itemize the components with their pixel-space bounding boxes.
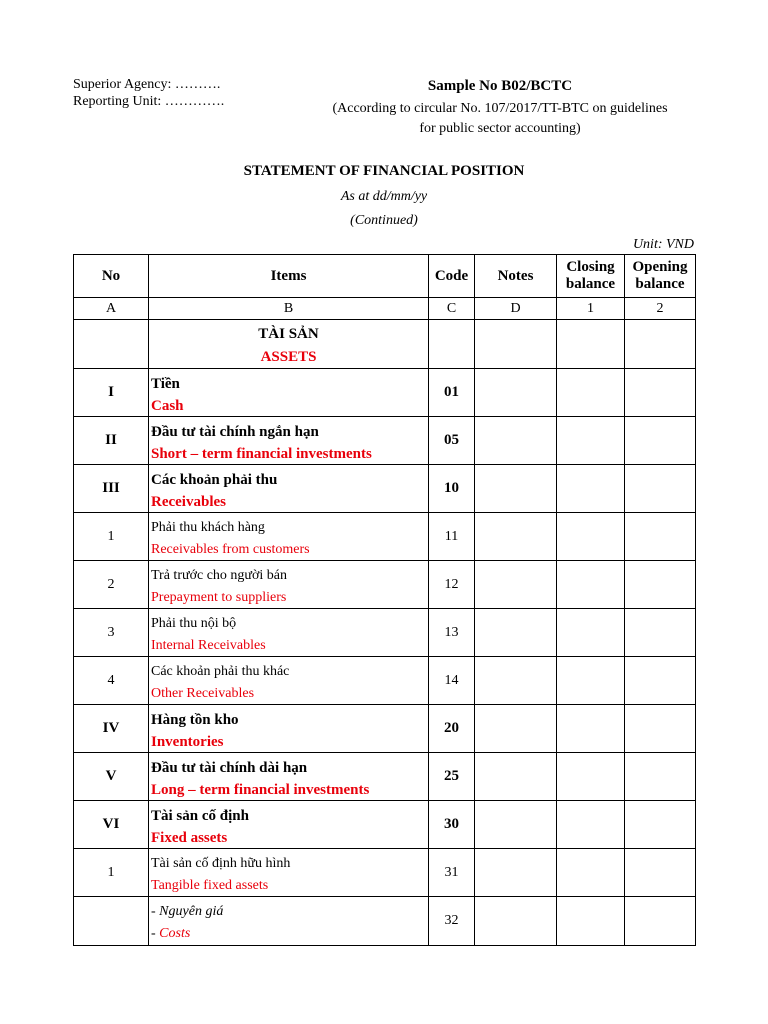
item-name-vn: Tài sản cố định hữu hình: [151, 856, 291, 871]
opening-balance-cell: [625, 513, 696, 561]
item-name-vn: Phải thu khách hàng: [151, 520, 265, 535]
circular-line-1: (According to circular No. 107/2017/TT-BTC on guidelines: [332, 101, 668, 116]
section-title: [149, 320, 429, 369]
table-row: [74, 657, 696, 705]
row-code: 20: [429, 705, 475, 753]
row-number: 1: [74, 849, 149, 897]
row-item: [149, 609, 429, 657]
notes-cell: [475, 609, 557, 657]
letter-2: 2: [625, 298, 696, 320]
closing-balance-cell: [557, 465, 625, 513]
row-code: 31: [429, 849, 475, 897]
table-row: [74, 465, 696, 513]
item-name-en: Short – term financial investments: [151, 446, 372, 462]
row-number: VI: [74, 801, 149, 849]
item-name-vn: Phải thu nội bộ: [151, 616, 237, 631]
table-row: [74, 369, 696, 417]
col-header-no: No: [74, 255, 149, 298]
table-header-row: [74, 255, 696, 298]
letter-1: 1: [557, 298, 625, 320]
item-text-vn: Nguyên giá: [159, 904, 224, 919]
row-item: [149, 657, 429, 705]
row-item: [149, 705, 429, 753]
page-title: STATEMENT OF FINANCIAL POSITION: [243, 163, 525, 179]
financial-position-table: [73, 254, 696, 946]
table-row: [74, 609, 696, 657]
item-name-vn: Các khoản phải thu: [151, 472, 278, 488]
row-item: [149, 465, 429, 513]
row-code: 25: [429, 753, 475, 801]
closing-balance-cell: [557, 897, 625, 946]
table-row: [74, 801, 696, 849]
row-number: [74, 897, 149, 946]
opening-balance-cell: [625, 705, 696, 753]
circular-line-2: for public sector accounting): [419, 121, 581, 136]
item-name-en: Fixed assets: [151, 830, 228, 846]
opening-balance-cell: [625, 657, 696, 705]
item-name-en: Prepayment to suppliers: [151, 590, 287, 605]
col-header-closing: Closing balance: [557, 255, 625, 298]
letter-d: D: [475, 298, 557, 320]
table-row: [74, 753, 696, 801]
reporting-unit: Reporting Unit: ………….: [73, 94, 225, 109]
notes-cell: [475, 849, 557, 897]
row-code: 14: [429, 657, 475, 705]
row-number: I: [74, 369, 149, 417]
item-name-vn: Đầu tư tài chính ngắn hạn: [151, 424, 319, 440]
row-code: 13: [429, 609, 475, 657]
row-item: [149, 417, 429, 465]
row-item: [149, 513, 429, 561]
item-text-en: Costs: [159, 926, 191, 941]
row-code: 05: [429, 417, 475, 465]
table-row: [74, 849, 696, 897]
notes-cell: [475, 417, 557, 465]
row-item: [149, 849, 429, 897]
notes-cell: [475, 369, 557, 417]
closing-balance-cell: [557, 705, 625, 753]
closing-balance-cell: [557, 753, 625, 801]
superior-agency: Superior Agency: ……….: [73, 77, 221, 92]
row-number: 3: [74, 609, 149, 657]
notes-cell: [475, 705, 557, 753]
item-name-vn: [151, 903, 428, 921]
notes-cell: [475, 801, 557, 849]
item-name-en: Long – term financial investments: [151, 782, 370, 798]
row-item: [149, 753, 429, 801]
notes-cell: [475, 465, 557, 513]
closing-balance-cell: [557, 609, 625, 657]
notes-cell: [475, 561, 557, 609]
row-code: 30: [429, 801, 475, 849]
continued-label: (Continued): [350, 213, 418, 228]
item-prefix-en: -: [151, 926, 160, 941]
table-row: [74, 705, 696, 753]
notes-cell: [475, 897, 557, 946]
closing-balance-cell: [557, 561, 625, 609]
item-name-vn: Các khoản phải thu khác: [151, 664, 290, 679]
section-title-en: ASSETS: [260, 349, 317, 365]
row-item: [149, 561, 429, 609]
section-row-assets: [74, 320, 696, 369]
notes-cell: [475, 753, 557, 801]
item-name-vn: Đầu tư tài chính dài hạn: [151, 760, 308, 776]
opening-balance-cell: [625, 609, 696, 657]
row-number: V: [74, 753, 149, 801]
row-number: II: [74, 417, 149, 465]
item-name-vn: Hàng tồn kho: [151, 712, 239, 728]
row-item: [149, 801, 429, 849]
row-number: III: [74, 465, 149, 513]
closing-balance-cell: [557, 369, 625, 417]
header-left: [73, 76, 224, 110]
closing-balance-cell: [557, 849, 625, 897]
row-number: 1: [74, 513, 149, 561]
closing-balance-cell: [557, 513, 625, 561]
row-item: [149, 369, 429, 417]
col-header-code: Code: [429, 255, 475, 298]
opening-balance-cell: [625, 897, 696, 946]
opening-balance-cell: [625, 801, 696, 849]
opening-balance-cell: [625, 417, 696, 465]
item-name-vn: Trả trước cho người bán: [151, 568, 288, 583]
opening-balance-cell: [625, 561, 696, 609]
unit-label: Unit: VND: [632, 237, 694, 252]
item-name-en: Inventories: [151, 734, 224, 750]
row-number: 2: [74, 561, 149, 609]
table-row: [74, 897, 696, 946]
closing-balance-cell: [557, 657, 625, 705]
col-header-items: Items: [149, 255, 429, 298]
item-name-en: Other Receivables: [151, 686, 255, 701]
header-right: [300, 76, 700, 139]
table-row: [74, 561, 696, 609]
row-number: IV: [74, 705, 149, 753]
opening-balance-cell: [625, 753, 696, 801]
item-name-en: [151, 925, 428, 943]
letter-a: A: [74, 298, 149, 320]
row-code: 10: [429, 465, 475, 513]
item-name-en: Cash: [151, 398, 184, 414]
item-name-en: Receivables from customers: [151, 542, 310, 557]
item-name-vn: Tiền: [151, 376, 180, 392]
opening-balance-cell: [625, 849, 696, 897]
sample-number: Sample No B02/BCTC: [427, 78, 573, 94]
notes-cell: [475, 513, 557, 561]
col-header-notes: Notes: [475, 255, 557, 298]
col-header-opening: Opening balance: [625, 255, 696, 298]
row-item: [149, 897, 429, 946]
closing-balance-cell: [557, 417, 625, 465]
row-code: 12: [429, 561, 475, 609]
row-number: 4: [74, 657, 149, 705]
row-code: 32: [429, 897, 475, 946]
closing-balance-cell: [557, 801, 625, 849]
opening-balance-cell: [625, 369, 696, 417]
item-name-en: Tangible fixed assets: [151, 878, 269, 893]
item-prefix-vn: -: [151, 904, 160, 919]
row-code: 11: [429, 513, 475, 561]
row-code: 01: [429, 369, 475, 417]
section-title-vn: TÀI SẢN: [258, 326, 319, 342]
item-name-vn: Tài sản cố định: [151, 808, 249, 824]
column-letters-row: [74, 298, 696, 320]
as-at-date: As at dd/mm/yy: [340, 189, 428, 204]
letter-b: B: [149, 298, 429, 320]
table-row: [74, 417, 696, 465]
item-name-en: Receivables: [151, 494, 226, 510]
notes-cell: [475, 657, 557, 705]
letter-c: C: [429, 298, 475, 320]
opening-balance-cell: [625, 465, 696, 513]
item-name-en: Internal Receivables: [151, 638, 266, 653]
table-row: [74, 513, 696, 561]
